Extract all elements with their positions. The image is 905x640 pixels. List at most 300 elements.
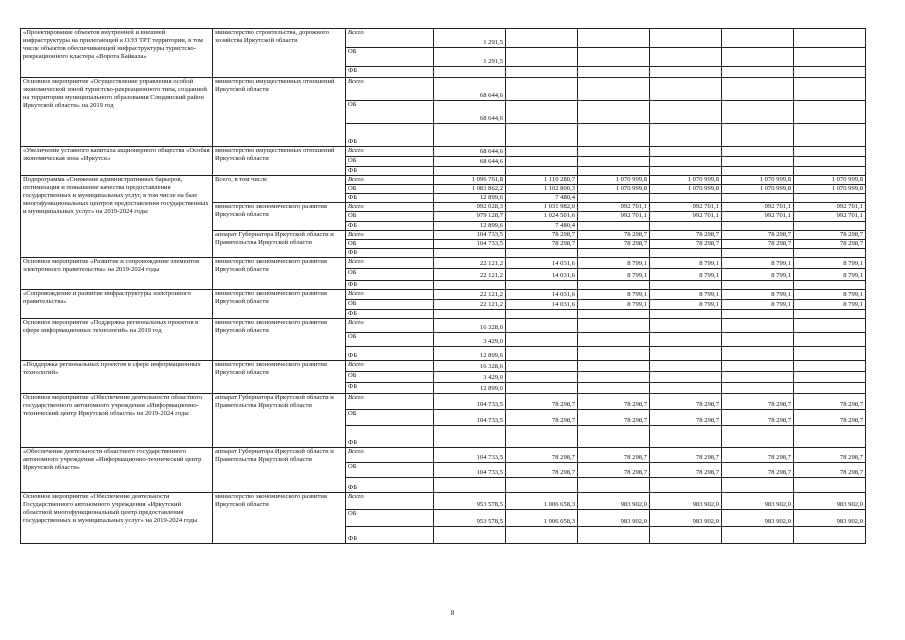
amount-cell — [578, 333, 650, 347]
funding-source: Всего — [346, 493, 434, 510]
amount-cell — [794, 248, 866, 257]
funding-source: ОБ — [346, 510, 434, 527]
amount-cell — [794, 67, 866, 78]
funding-source: ОБ — [346, 239, 434, 248]
amount-cell: 78 298,7 — [506, 394, 578, 410]
funding-source: ФБ — [346, 221, 434, 230]
amount-cell: 78 298,7 — [578, 410, 650, 426]
amount-cell — [506, 347, 578, 361]
amount-cell — [434, 310, 506, 319]
amount-cell — [794, 527, 866, 544]
amount-cell: 68 644,6 — [434, 101, 506, 124]
amount-cell — [722, 527, 794, 544]
amount-cell — [506, 280, 578, 289]
amount-cell: 78 298,7 — [794, 410, 866, 426]
amount-cell — [578, 280, 650, 289]
funding-source: ОБ — [346, 300, 434, 310]
amount-cell — [650, 426, 722, 448]
amount-cell: 104 733,5 — [434, 239, 506, 248]
amount-cell — [794, 78, 866, 101]
amount-cell: 983 902,0 — [794, 493, 866, 510]
amount-cell: 8 799,1 — [722, 268, 794, 280]
amount-cell: 68 644,6 — [434, 147, 506, 157]
amount-cell — [578, 372, 650, 383]
funding-source: ОБ — [346, 212, 434, 221]
amount-cell: 78 298,7 — [578, 463, 650, 478]
funding-source: ОБ — [346, 410, 434, 426]
amount-cell: 8 799,1 — [650, 300, 722, 310]
amount-cell — [578, 310, 650, 319]
amount-cell: 3 429,0 — [434, 333, 506, 347]
amount-cell: 8 799,1 — [650, 290, 722, 300]
amount-cell — [794, 48, 866, 67]
measure-name: «Поддержка региональных проектов в сфере информационных технологий» — [21, 361, 213, 394]
amount-cell: 1 070 999,8 — [578, 176, 650, 185]
amount-cell — [650, 167, 722, 176]
amount-cell — [434, 124, 506, 147]
amount-cell — [578, 194, 650, 203]
amount-cell: 983 902,0 — [650, 493, 722, 510]
amount-cell — [794, 426, 866, 448]
amount-cell: 22 121,2 — [434, 268, 506, 280]
amount-cell: 8 799,1 — [722, 290, 794, 300]
amount-cell: 1 291,5 — [434, 48, 506, 67]
amount-cell: 12 899,6 — [434, 383, 506, 394]
amount-cell: 78 298,7 — [722, 410, 794, 426]
measure-name: «Сопровождение и развитие инфраструктуры электронного правительства» — [21, 290, 213, 319]
amount-cell: 1 031 982,0 — [506, 203, 578, 212]
amount-cell — [794, 310, 866, 319]
amount-cell — [794, 280, 866, 289]
amount-cell — [578, 347, 650, 361]
amount-cell: 992 701,1 — [722, 203, 794, 212]
amount-cell: 1 083 862,2 — [434, 185, 506, 194]
amount-cell: 78 298,7 — [722, 394, 794, 410]
amount-cell — [506, 29, 578, 48]
funding-source: Всего — [346, 257, 434, 268]
amount-cell: 104 733,5 — [434, 448, 506, 463]
amount-cell: 14 031,6 — [506, 257, 578, 268]
amount-cell — [794, 29, 866, 48]
funding-source: Всего — [346, 230, 434, 239]
amount-cell: 1 006 658,3 — [506, 510, 578, 527]
amount-cell — [722, 29, 794, 48]
amount-cell: 979 128,7 — [434, 212, 506, 221]
funding-source: ФБ — [346, 194, 434, 203]
funding-source: Всего — [346, 448, 434, 463]
measure-name: Подпрограмма «Снижение административных барьеров, оптимизация и повышение качества предоставления государственных и муниципальных услуг, в том числе на базе многофункциональных центров предоставления государственных и муниципальных услуг» на 2019-2024 годы — [21, 176, 213, 258]
amount-cell — [578, 124, 650, 147]
amount-cell: 104 733,5 — [434, 410, 506, 426]
funding-source: ФБ — [346, 167, 434, 176]
table-row — [21, 493, 866, 510]
amount-cell — [794, 221, 866, 230]
amount-cell — [578, 29, 650, 48]
amount-cell — [434, 478, 506, 493]
amount-cell — [650, 101, 722, 124]
amount-cell — [434, 167, 506, 176]
amount-cell — [650, 194, 722, 203]
amount-cell — [506, 157, 578, 167]
amount-cell — [794, 147, 866, 157]
amount-cell: 992 701,1 — [794, 203, 866, 212]
funding-source: ФБ — [346, 478, 434, 493]
amount-cell — [650, 310, 722, 319]
amount-cell — [794, 372, 866, 383]
amount-cell: 78 298,7 — [794, 394, 866, 410]
amount-cell — [722, 167, 794, 176]
amount-cell — [794, 194, 866, 203]
amount-cell — [434, 248, 506, 257]
amount-cell — [506, 333, 578, 347]
amount-cell: 8 799,1 — [650, 257, 722, 268]
amount-cell — [794, 347, 866, 361]
amount-cell — [722, 248, 794, 257]
funding-source: ФБ — [346, 67, 434, 78]
amount-cell — [506, 478, 578, 493]
amount-cell: 1 070 999,8 — [650, 176, 722, 185]
amount-cell: 104 733,5 — [434, 463, 506, 478]
funding-source: ОБ — [346, 157, 434, 167]
amount-cell — [794, 333, 866, 347]
amount-cell: 983 902,0 — [578, 510, 650, 527]
amount-cell — [794, 101, 866, 124]
amount-cell — [794, 319, 866, 333]
amount-cell: 1 070 999,8 — [794, 185, 866, 194]
table-row — [21, 78, 866, 101]
measure-name: «Обеспечение деятельности областного государственного автономного учреждения «Информационно-технический центр Иркутской области» — [21, 448, 213, 493]
amount-cell: 14 031,6 — [506, 268, 578, 280]
amount-cell — [578, 101, 650, 124]
amount-cell — [650, 361, 722, 372]
amount-cell — [650, 527, 722, 544]
funding-source: ФБ — [346, 310, 434, 319]
amount-cell — [578, 221, 650, 230]
amount-cell: 14 031,6 — [506, 290, 578, 300]
amount-cell — [722, 280, 794, 289]
amount-cell: 992 701,1 — [650, 212, 722, 221]
amount-cell: 14 031,6 — [506, 300, 578, 310]
amount-cell — [650, 372, 722, 383]
table-row — [21, 361, 866, 372]
amount-cell: 8 799,1 — [578, 257, 650, 268]
amount-cell — [506, 124, 578, 147]
funding-source: ОБ — [346, 48, 434, 67]
amount-cell — [506, 426, 578, 448]
table-row — [21, 257, 866, 268]
amount-cell — [650, 319, 722, 333]
funding-source: ФБ — [346, 248, 434, 257]
amount-cell: 8 799,1 — [578, 268, 650, 280]
amount-cell — [722, 78, 794, 101]
amount-cell — [650, 48, 722, 67]
table-row — [21, 319, 866, 333]
funding-source: Всего — [346, 78, 434, 101]
amount-cell — [722, 101, 794, 124]
amount-cell — [722, 48, 794, 67]
amount-cell — [794, 383, 866, 394]
table-row — [21, 29, 866, 48]
amount-cell: 78 298,7 — [650, 448, 722, 463]
amount-cell: 8 799,1 — [794, 290, 866, 300]
amount-cell — [794, 167, 866, 176]
funding-source: Всего — [346, 290, 434, 300]
amount-cell — [578, 147, 650, 157]
budget-table-body — [21, 29, 866, 544]
measure-name: Основное мероприятие «Обеспечение деятельности Государственного автономного учреждения «Иркутский областной многофункциональный центр предоставления государственных и муниципальных услуг» на 2019-2024 годы — [21, 493, 213, 544]
amount-cell — [722, 319, 794, 333]
amount-cell: 7 480,4 — [506, 221, 578, 230]
responsible-executor: Всего, в том числе — [213, 176, 346, 203]
amount-cell — [434, 280, 506, 289]
amount-cell: 104 733,5 — [434, 394, 506, 410]
amount-cell — [722, 361, 794, 372]
responsible-executor: министерство экономического развития Иркутской области — [213, 319, 346, 361]
responsible-executor: аппарат Губернатора Иркутской области и Правительства Иркутской области — [213, 448, 346, 493]
amount-cell: 78 298,7 — [578, 230, 650, 239]
amount-cell — [722, 383, 794, 394]
amount-cell — [650, 147, 722, 157]
amount-cell: 992 028,3 — [434, 203, 506, 212]
amount-cell — [650, 221, 722, 230]
table-row — [21, 147, 866, 157]
funding-source: ФБ — [346, 383, 434, 394]
amount-cell — [650, 29, 722, 48]
amount-cell — [506, 67, 578, 78]
responsible-executor: министерство экономического развития Иркутской области — [213, 290, 346, 319]
amount-cell — [506, 310, 578, 319]
amount-cell: 8 799,1 — [578, 300, 650, 310]
amount-cell — [794, 124, 866, 147]
amount-cell: 8 799,1 — [794, 257, 866, 268]
amount-cell: 1 070 999,8 — [722, 176, 794, 185]
amount-cell: 7 480,4 — [506, 194, 578, 203]
funding-source: ФБ — [346, 527, 434, 544]
amount-cell: 992 701,1 — [722, 212, 794, 221]
amount-cell — [578, 157, 650, 167]
amount-cell: 992 701,1 — [578, 212, 650, 221]
funding-source: ФБ — [346, 280, 434, 289]
amount-cell — [578, 383, 650, 394]
amount-cell: 992 701,1 — [578, 203, 650, 212]
responsible-executor: министерство имущественных отношений Иркутской области — [213, 147, 346, 176]
amount-cell — [722, 157, 794, 167]
amount-cell — [506, 527, 578, 544]
amount-cell — [506, 78, 578, 101]
amount-cell: 22 121,2 — [434, 300, 506, 310]
budget-table — [20, 28, 866, 544]
measure-name: Основное мероприятие «Осуществление управления особой экономической зоной туристско-рекреационного типа, созданной на территории муниципального образования Слюдянский район Иркутской области» на 2019 год — [21, 78, 213, 147]
amount-cell: 78 298,7 — [650, 410, 722, 426]
measure-name: Основное мероприятие «Обеспечение деятельности областного государственного автономного учреждения «Информационно-технический центр Иркутской области» на 2019-2024 годы — [21, 394, 213, 448]
amount-cell — [722, 221, 794, 230]
amount-cell: 68 644,6 — [434, 78, 506, 101]
funding-source: ФБ — [346, 426, 434, 448]
amount-cell — [794, 478, 866, 493]
funding-source: ОБ — [346, 372, 434, 383]
budget-table-page — [20, 28, 865, 544]
amount-cell — [506, 101, 578, 124]
amount-cell: 78 298,7 — [794, 239, 866, 248]
amount-cell — [434, 527, 506, 544]
amount-cell — [578, 67, 650, 78]
responsible-executor: министерство строительства, дорожного хозяйства Иркутской области — [213, 29, 346, 78]
amount-cell: 16 328,6 — [434, 319, 506, 333]
table-row — [21, 448, 866, 463]
amount-cell — [722, 372, 794, 383]
amount-cell — [722, 333, 794, 347]
amount-cell: 8 799,1 — [722, 300, 794, 310]
amount-cell: 78 298,7 — [506, 230, 578, 239]
amount-cell — [650, 347, 722, 361]
funding-source: ФБ — [346, 124, 434, 147]
amount-cell — [722, 194, 794, 203]
amount-cell: 78 298,7 — [578, 394, 650, 410]
amount-cell — [578, 478, 650, 493]
amount-cell — [506, 383, 578, 394]
amount-cell: 8 799,1 — [722, 257, 794, 268]
responsible-executor: министерство имущественных отношений Иркутской области — [213, 78, 346, 147]
amount-cell: 1 070 999,8 — [722, 185, 794, 194]
measure-name: Основное мероприятие «Поддержка региональных проектов в сфере информационных технологий» на 2019 год — [21, 319, 213, 361]
funding-source: Всего — [346, 319, 434, 333]
amount-cell: 992 701,1 — [794, 212, 866, 221]
amount-cell — [722, 124, 794, 147]
responsible-executor: министерство экономического развития Иркутской области — [213, 361, 346, 394]
responsible-executor: министерство экономического развития Иркутской области — [213, 493, 346, 544]
amount-cell: 953 578,5 — [434, 493, 506, 510]
amount-cell: 1 110 280,7 — [506, 176, 578, 185]
amount-cell — [722, 478, 794, 493]
funding-source: Всего — [346, 203, 434, 212]
amount-cell: 78 298,7 — [506, 239, 578, 248]
amount-cell: 16 328,6 — [434, 361, 506, 372]
amount-cell: 1 070 999,8 — [578, 185, 650, 194]
amount-cell: 992 701,1 — [650, 203, 722, 212]
amount-cell: 78 298,7 — [794, 448, 866, 463]
amount-cell: 78 298,7 — [650, 463, 722, 478]
amount-cell — [722, 426, 794, 448]
measure-name: «Увеличение уставного капитала акционерного общества «Особая экономическая зона «Иркутск» — [21, 147, 213, 176]
amount-cell: 1 096 761,8 — [434, 176, 506, 185]
amount-cell: 12 899,6 — [434, 221, 506, 230]
amount-cell — [578, 248, 650, 257]
responsible-executor: министерство экономического развития Иркутской области — [213, 257, 346, 289]
amount-cell — [506, 167, 578, 176]
amount-cell — [506, 48, 578, 67]
amount-cell: 78 298,7 — [506, 463, 578, 478]
amount-cell — [722, 67, 794, 78]
amount-cell — [722, 347, 794, 361]
amount-cell: 78 298,7 — [722, 230, 794, 239]
amount-cell: 3 429,0 — [434, 372, 506, 383]
amount-cell — [794, 361, 866, 372]
table-row — [21, 176, 866, 185]
funding-source: Всего — [346, 361, 434, 372]
amount-cell — [506, 147, 578, 157]
amount-cell: 953 578,5 — [434, 510, 506, 527]
amount-cell — [578, 48, 650, 67]
amount-cell: 12 899,6 — [434, 194, 506, 203]
amount-cell — [650, 157, 722, 167]
amount-cell — [578, 527, 650, 544]
funding-source: Всего — [346, 29, 434, 48]
funding-source: Всего — [346, 394, 434, 410]
table-row — [21, 394, 866, 410]
amount-cell: 1 006 658,3 — [506, 493, 578, 510]
amount-cell — [650, 78, 722, 101]
amount-cell: 78 298,7 — [578, 448, 650, 463]
amount-cell: 22 121,2 — [434, 257, 506, 268]
amount-cell: 1 291,5 — [434, 29, 506, 48]
amount-cell — [434, 426, 506, 448]
funding-source: ФБ — [346, 347, 434, 361]
measure-name: Основное мероприятие «Развитие и сопровождение элементов электронного правительства» на 2019-2024 годы — [21, 257, 213, 289]
amount-cell: 78 298,7 — [506, 448, 578, 463]
amount-cell: 78 298,7 — [650, 230, 722, 239]
amount-cell — [578, 426, 650, 448]
amount-cell — [722, 310, 794, 319]
amount-cell — [650, 67, 722, 78]
amount-cell: 983 902,0 — [722, 510, 794, 527]
amount-cell: 78 298,7 — [794, 463, 866, 478]
page-number: 8 — [450, 609, 455, 617]
amount-cell: 8 799,1 — [578, 290, 650, 300]
amount-cell: 8 799,1 — [794, 268, 866, 280]
amount-cell: 983 902,0 — [578, 493, 650, 510]
amount-cell — [722, 147, 794, 157]
funding-source: Всего — [346, 176, 434, 185]
amount-cell: 68 644,6 — [434, 157, 506, 167]
amount-cell — [506, 248, 578, 257]
amount-cell: 78 298,7 — [794, 230, 866, 239]
amount-cell: 78 298,7 — [722, 448, 794, 463]
amount-cell: 983 902,0 — [722, 493, 794, 510]
amount-cell: 1 024 501,6 — [506, 212, 578, 221]
amount-cell: 78 298,7 — [722, 239, 794, 248]
amount-cell — [434, 67, 506, 78]
responsible-executor: аппарат Губернатора Иркутской области и Правительства Иркутской области — [213, 230, 346, 257]
funding-source: ОБ — [346, 185, 434, 194]
amount-cell: 983 902,0 — [794, 510, 866, 527]
funding-source: ОБ — [346, 268, 434, 280]
amount-cell — [650, 478, 722, 493]
funding-source: ОБ — [346, 101, 434, 124]
funding-source: Всего — [346, 147, 434, 157]
funding-source: ОБ — [346, 463, 434, 478]
amount-cell: 78 298,7 — [578, 239, 650, 248]
funding-source: ОБ — [346, 333, 434, 347]
amount-cell — [506, 319, 578, 333]
amount-cell: 1 102 800,3 — [506, 185, 578, 194]
amount-cell — [506, 361, 578, 372]
responsible-executor: министерство экономического развития Иркутской области — [213, 203, 346, 230]
amount-cell: 8 799,1 — [650, 268, 722, 280]
amount-cell — [650, 124, 722, 147]
amount-cell — [650, 383, 722, 394]
amount-cell: 104 733,5 — [434, 230, 506, 239]
amount-cell: 1 070 999,8 — [650, 185, 722, 194]
amount-cell: 1 070 999,8 — [794, 176, 866, 185]
amount-cell — [650, 248, 722, 257]
measure-name: «Проектирование объектов внутренней и внешней инфраструктуры на прилегающей к ОЭЗ ТРТ территории, в том числе объектов обеспечивающей инфраструктуры туристско-рекреационного кластера «Ворота Байкала» — [21, 29, 213, 78]
amount-cell: 8 799,1 — [794, 300, 866, 310]
amount-cell: 78 298,7 — [506, 410, 578, 426]
amount-cell — [650, 333, 722, 347]
amount-cell — [578, 319, 650, 333]
amount-cell — [578, 78, 650, 101]
amount-cell: 78 298,7 — [650, 239, 722, 248]
